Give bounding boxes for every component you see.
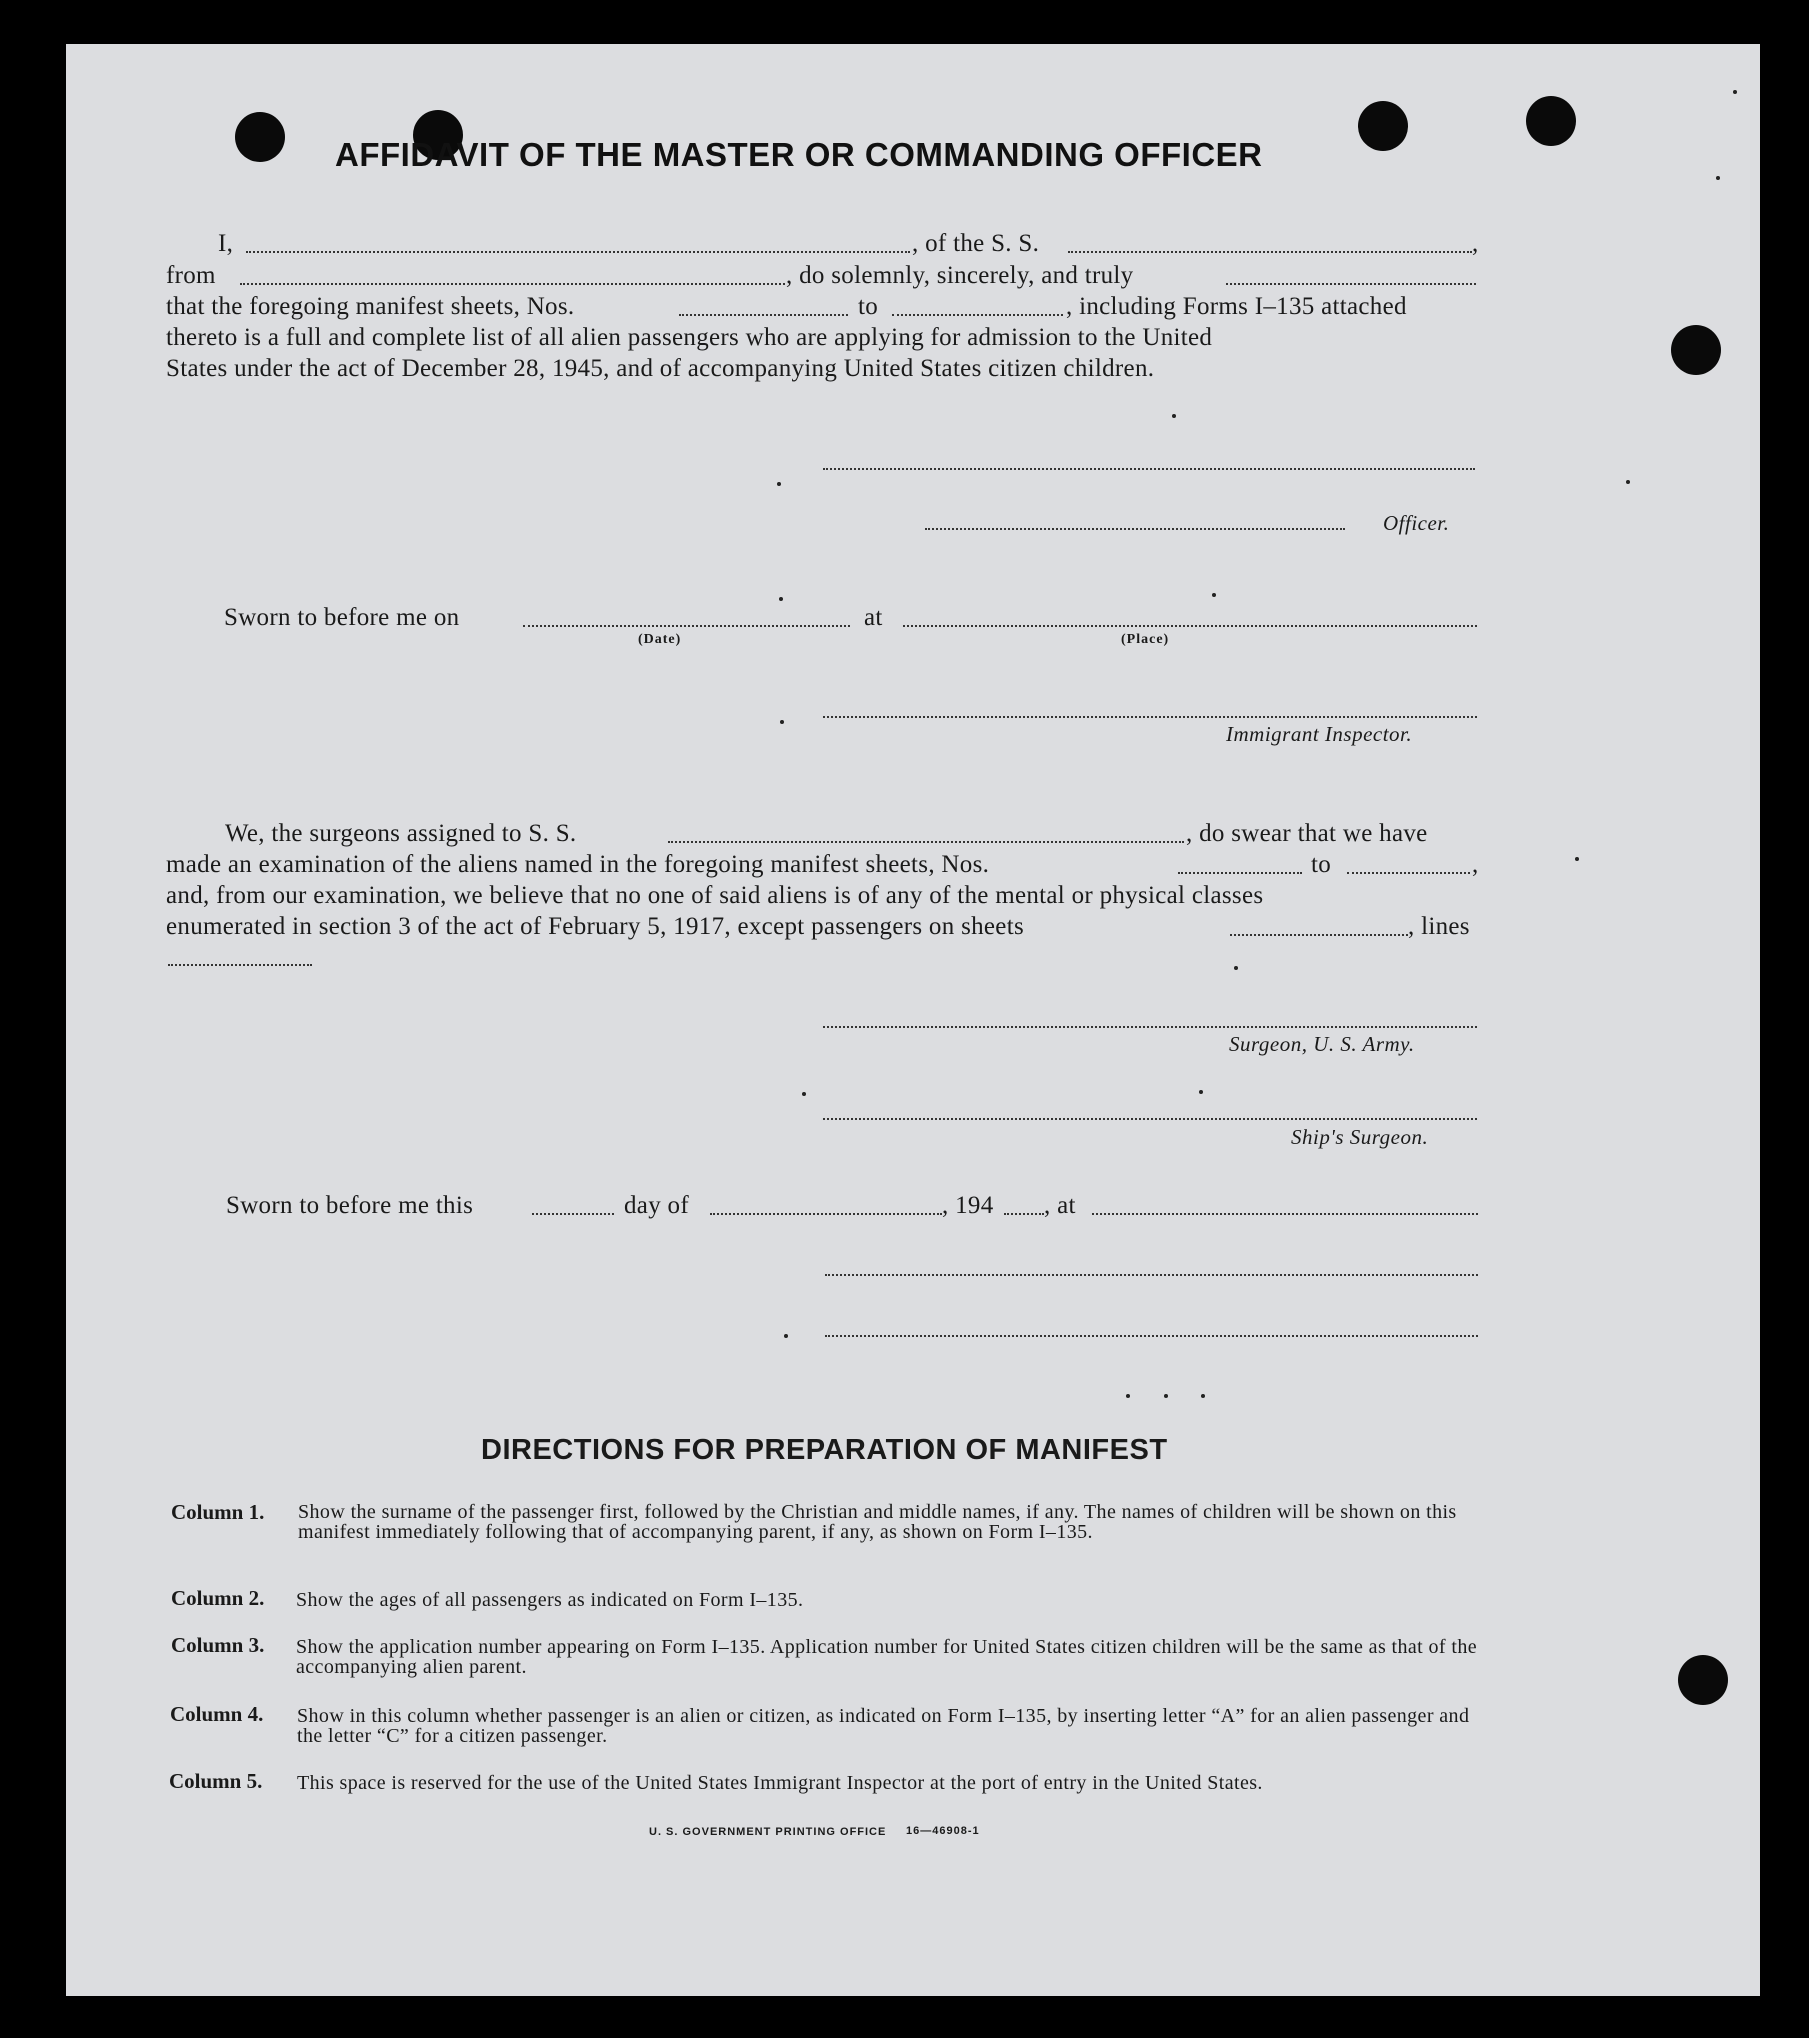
army-surgeon-caption: Surgeon, U. S. Army.	[1229, 1032, 1415, 1056]
speck	[802, 1092, 806, 1096]
affidavit-line-3b: to	[858, 293, 879, 320]
officer-caption: Officer.	[1383, 511, 1450, 535]
sworn-date-field[interactable]	[523, 625, 850, 627]
printer-imprint: U. S. GOVERNMENT PRINTING OFFICE	[649, 1826, 887, 1838]
speck	[784, 1334, 788, 1338]
oath-field[interactable]	[1226, 283, 1476, 285]
punch-hole-6	[1678, 1655, 1728, 1705]
sworn-this-label: Sworn to before me this	[226, 1192, 474, 1219]
direction-text: Show in this column whether passenger is an alien or citizen, as indicated on Form I–135, by inserting letter “A” for an alien passenger and the letter “C” for a citizen passenger.	[297, 1705, 1470, 1747]
direction-text: Show the application number appearing on Form I–135. Application number for United States citizen children will be the same as that of the accompanying alien parent.	[296, 1636, 1478, 1678]
sworn-on-label: Sworn to before me on	[224, 604, 460, 631]
speck	[1212, 593, 1216, 597]
surgeons-line-1b: , do swear that we have	[1186, 820, 1428, 847]
day-of-label: day of	[624, 1192, 689, 1219]
surgeons-line-1a: We, the surgeons assigned to S. S.	[225, 820, 577, 847]
surgeons-sheet-from-field[interactable]	[1178, 872, 1302, 874]
sworn-at-label: at	[864, 604, 883, 631]
speck	[1199, 1090, 1203, 1094]
surgeons-line-2b: to	[1311, 851, 1332, 878]
except-lines-field[interactable]	[168, 964, 312, 966]
affidavit-line-2b: , do solemnly, sincerely, and truly	[786, 262, 1134, 289]
sworn-year-field[interactable]	[1004, 1213, 1044, 1215]
surgeons-ship-field[interactable]	[668, 841, 1184, 843]
witness-signature-line-2[interactable]	[825, 1335, 1478, 1337]
witness-signature-line-1[interactable]	[825, 1274, 1478, 1276]
affidavit-line-1b: , of the S. S.	[912, 230, 1040, 257]
ship-name-field[interactable]	[1068, 251, 1472, 253]
form-code: 16—46908-1	[906, 1825, 980, 1837]
affidavit-line-1a: I,	[218, 230, 234, 257]
surgeons-line-2c: ,	[1472, 851, 1479, 878]
affidavit-line-1c: ,	[1472, 230, 1479, 257]
surgeons-line-3: and, from our examination, we believe that no one of said aliens is of any of the mental or physical classes	[166, 882, 1264, 909]
directions-title: DIRECTIONS FOR PREPARATION OF MANIFEST	[481, 1434, 1168, 1466]
affidavit-line-3a: that the foregoing manifest sheets, Nos.	[166, 293, 575, 320]
speck	[1626, 480, 1630, 484]
speck	[779, 597, 783, 601]
surgeons-line-4a: enumerated in section 3 of the act of February 5, 1917, except passengers on sheets	[166, 913, 1024, 940]
inspector-signature-line[interactable]	[823, 716, 1477, 718]
direction-label: Column 5.	[169, 1769, 263, 1793]
ship-surgeon-caption: Ship's Surgeon.	[1291, 1125, 1429, 1149]
sworn-month-field[interactable]	[710, 1213, 942, 1215]
inspector-caption: Immigrant Inspector.	[1226, 722, 1413, 746]
punch-hole-1	[235, 112, 285, 162]
place-caption: (Place)	[1121, 632, 1170, 647]
speck	[1234, 966, 1238, 970]
direction-label: Column 1.	[171, 1500, 265, 1524]
army-surgeon-signature-line[interactable]	[823, 1026, 1477, 1028]
sheet-from-field[interactable]	[679, 314, 848, 316]
affidavit-line-4: thereto is a full and complete list of all alien passengers who are applying for admission to the United	[166, 324, 1213, 351]
punch-hole-5	[1671, 325, 1721, 375]
direction-label: Column 4.	[170, 1702, 264, 1726]
punch-hole-4	[1526, 96, 1576, 146]
date-caption: (Date)	[638, 632, 682, 647]
sheet-to-field[interactable]	[892, 314, 1063, 316]
direction-text: This space is reserved for the use of the United States Immigrant Inspector at the port of entry in the United States.	[297, 1772, 1263, 1794]
affidavit-title: AFFIDAVIT OF THE MASTER OR COMMANDING OFFICER	[335, 136, 1263, 173]
speck	[777, 482, 781, 486]
speck	[780, 720, 784, 724]
ship-surgeon-signature-line[interactable]	[823, 1118, 1477, 1120]
year-label: , 194	[942, 1192, 994, 1219]
sworn-place-field[interactable]	[903, 625, 1477, 627]
sworn-place-field-2[interactable]	[1092, 1213, 1478, 1215]
speck	[1733, 90, 1737, 94]
speck	[1716, 176, 1720, 180]
speck	[1164, 1394, 1168, 1398]
speck	[1201, 1394, 1205, 1398]
speck	[1126, 1394, 1130, 1398]
sworn-at-label-2: , at	[1044, 1192, 1076, 1219]
officer-title-line[interactable]	[925, 528, 1345, 530]
direction-label: Column 3.	[171, 1633, 265, 1657]
master-signature-line[interactable]	[823, 468, 1475, 470]
affidavit-line-5: States under the act of December 28, 1945, and of accompanying United States citizen children.	[166, 355, 1155, 382]
master-name-field[interactable]	[246, 251, 910, 253]
direction-text: Show the surname of the passenger first, followed by the Christian and middle names, if any. The names of children will be shown on this manifest immediately following that of accompanying parent, if any, as shown on Form I–135.	[298, 1501, 1457, 1543]
affidavit-line-2a: from	[166, 262, 216, 289]
direction-text: Show the ages of all passengers as indicated on Form I–135.	[296, 1589, 804, 1611]
surgeons-sheet-to-field[interactable]	[1347, 872, 1470, 874]
sworn-day-field[interactable]	[532, 1213, 614, 1215]
direction-label: Column 2.	[171, 1586, 265, 1610]
surgeons-line-2a: made an examination of the aliens named in the foregoing manifest sheets, Nos.	[166, 851, 990, 878]
speck	[1172, 414, 1176, 418]
surgeons-line-4b: , lines	[1408, 913, 1470, 940]
from-port-field[interactable]	[240, 283, 785, 285]
affidavit-line-3c: , including Forms I–135 attached	[1066, 293, 1407, 320]
except-sheets-field[interactable]	[1230, 934, 1408, 936]
punch-hole-3	[1358, 101, 1408, 151]
speck	[1575, 857, 1579, 861]
